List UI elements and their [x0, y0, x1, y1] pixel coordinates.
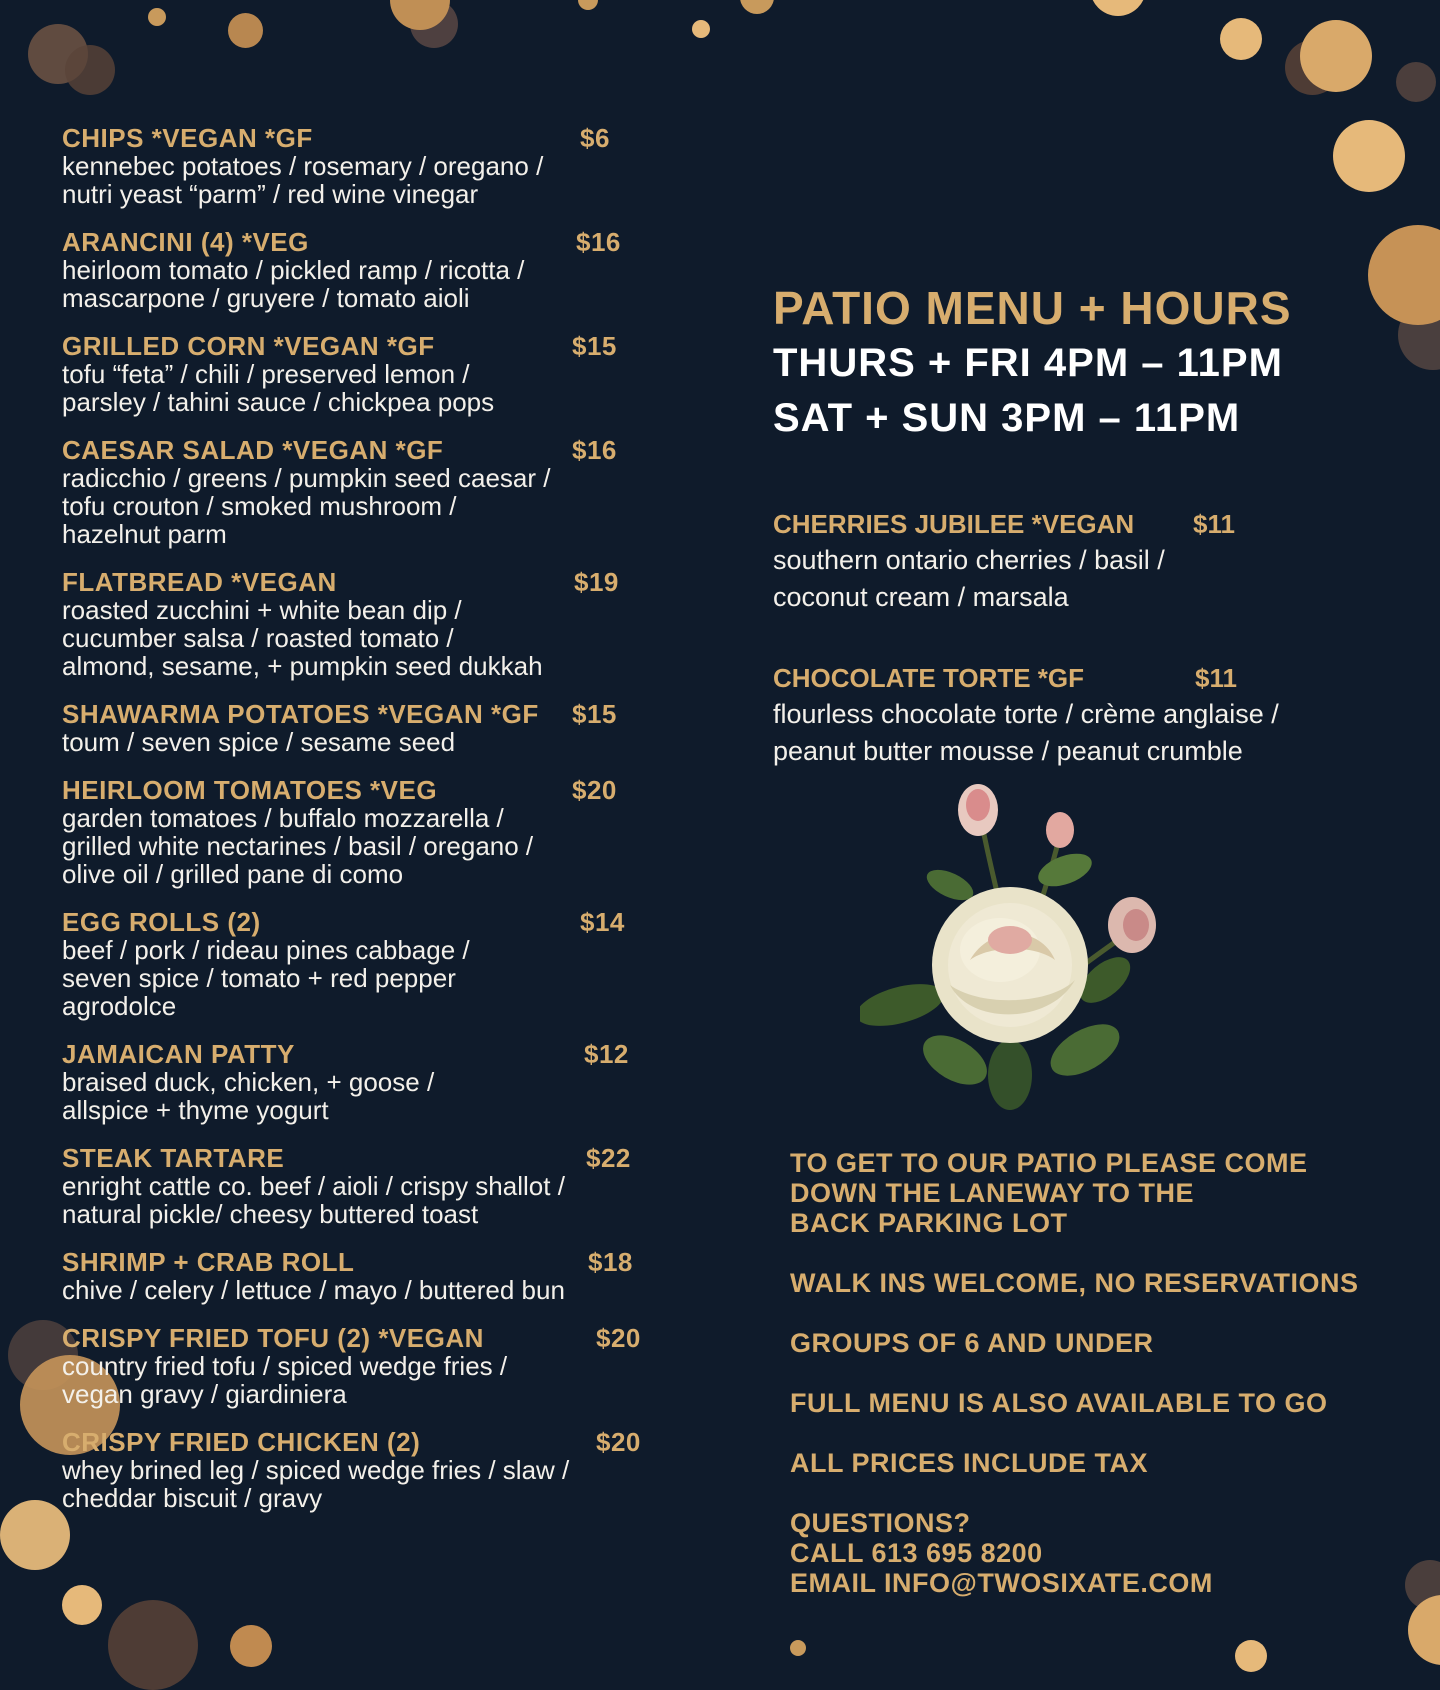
food-menu — [62, 124, 702, 1532]
item-price: $20 — [572, 775, 617, 805]
item-desc-line: toum / seven spice / sesame seed — [62, 727, 456, 757]
item-desc-line: nutri yeast “parm” / red wine vinegar — [62, 179, 479, 209]
menu-item — [62, 908, 702, 1020]
rose-bloom — [932, 887, 1088, 1043]
confetti-dot — [230, 1625, 272, 1667]
confetti-dot — [1396, 62, 1436, 102]
group-size-note: GROUPS OF 6 AND UNDER — [790, 1328, 1154, 1358]
item-desc-line: whey brined leg / spiced wedge fries / slaw / — [62, 1455, 570, 1485]
item-name: CAESAR SALAD *VEGAN *GF — [62, 435, 444, 465]
item-desc-line: mascarpone / gruyere / tomato aioli — [62, 283, 470, 313]
menu-item — [62, 1248, 702, 1304]
dessert-price: $11 — [1195, 663, 1237, 693]
item-price: $14 — [580, 907, 625, 937]
item-name: CHIPS *VEGAN *GF — [62, 123, 313, 153]
dessert-desc-line: coconut cream / marsala — [773, 582, 1069, 612]
confetti-dot — [62, 1585, 102, 1625]
menu-item — [62, 776, 702, 888]
dessert-item — [773, 660, 1413, 770]
item-name: SHAWARMA POTATOES *VEGAN *GF — [62, 699, 539, 729]
menu-item — [62, 1428, 702, 1512]
item-desc-line: chive / celery / lettuce / mayo / buttered bun — [62, 1275, 565, 1305]
questions-label: QUESTIONS? — [790, 1508, 971, 1538]
item-name: CRISPY FRIED CHICKEN (2) — [62, 1427, 421, 1457]
patio-info — [790, 1148, 1410, 1628]
dessert-name: CHOCOLATE TORTE *GF — [773, 663, 1085, 693]
contact-block — [790, 1508, 1410, 1598]
hours-sat-sun: SAT + SUN 3PM – 11PM — [773, 396, 1241, 440]
confetti-dot — [1090, 0, 1146, 16]
item-name: STEAK TARTARE — [62, 1143, 285, 1173]
item-name: HEIRLOOM TOMATOES *VEG — [62, 775, 438, 805]
item-price: $16 — [572, 435, 617, 465]
hours-and-desserts — [773, 280, 1413, 770]
dessert-name: CHERRIES JUBILEE *VEGAN — [773, 509, 1135, 539]
item-desc-line: grilled white nectarines / basil / oregano / — [62, 831, 534, 861]
directions-block — [790, 1148, 1410, 1238]
item-name: FLATBREAD *VEGAN — [62, 567, 337, 597]
item-desc-line: tofu crouton / smoked mushroom / — [62, 491, 457, 521]
confetti-dot — [1408, 1595, 1440, 1665]
item-desc-line: vegan gravy / giardiniera — [62, 1379, 347, 1409]
email-address[interactable]: EMAIL INFO@TWOSIXATE.COM — [790, 1568, 1213, 1598]
directions-line: BACK PARKING LOT — [790, 1208, 1068, 1238]
confetti-dot — [692, 20, 710, 38]
patio-hours-title: PATIO MENU + HOURS — [773, 282, 1292, 334]
confetti-dot — [790, 1640, 806, 1656]
dessert-price: $11 — [1193, 509, 1235, 539]
item-desc-line: garden tomatoes / buffalo mozzarella / — [62, 803, 504, 833]
item-name: GRILLED CORN *VEGAN *GF — [62, 331, 435, 361]
dessert-item — [773, 506, 1413, 616]
item-desc-line: enright cattle co. beef / aioli / crispy shallot / — [62, 1171, 565, 1201]
item-desc-line: seven spice / tomato + red pepper — [62, 963, 456, 993]
item-desc-line: almond, sesame, + pumpkin seed dukkah — [62, 651, 543, 681]
item-desc-line: cheddar biscuit / gravy — [62, 1483, 323, 1513]
confetti-dot — [578, 0, 598, 10]
item-price: $19 — [574, 567, 619, 597]
confetti-dot — [0, 1500, 70, 1570]
item-desc-line: olive oil / grilled pane di como — [62, 859, 404, 889]
item-price: $20 — [596, 1323, 641, 1353]
item-desc-line: allspice + thyme yogurt — [62, 1095, 329, 1125]
item-desc-line: cucumber salsa / roasted tomato / — [62, 623, 454, 653]
item-desc-line: parsley / tahini sauce / chickpea pops — [62, 387, 495, 417]
item-desc-line: country fried tofu / spiced wedge fries / — [62, 1351, 508, 1381]
confetti-dot — [1220, 18, 1262, 60]
confetti-dot — [1235, 1640, 1267, 1672]
confetti-dot — [108, 1600, 198, 1690]
confetti-dot — [148, 8, 166, 26]
item-name: JAMAICAN PATTY — [62, 1039, 295, 1069]
item-price: $22 — [586, 1143, 631, 1173]
item-desc-line: heirloom tomato / pickled ramp / ricotta / — [62, 255, 525, 285]
item-desc-line: beef / pork / rideau pines cabbage / — [62, 935, 470, 965]
item-desc-line: agrodolce — [62, 991, 177, 1021]
item-desc-line: roasted zucchini + white bean dip / — [62, 595, 462, 625]
item-price: $16 — [576, 227, 621, 257]
phone-number[interactable]: CALL 613 695 8200 — [790, 1538, 1043, 1568]
to-go-note: FULL MENU IS ALSO AVAILABLE TO GO — [790, 1388, 1328, 1418]
item-price: $15 — [572, 331, 617, 361]
item-desc-line: braised duck, chicken, + goose / — [62, 1067, 435, 1097]
item-price: $18 — [588, 1247, 633, 1277]
item-desc-line: kennebec potatoes / rosemary / oregano / — [62, 151, 544, 181]
item-desc-line: hazelnut parm — [62, 519, 227, 549]
item-name: EGG ROLLS (2) — [62, 907, 261, 937]
item-price: $15 — [572, 699, 617, 729]
menu-item — [62, 436, 702, 548]
menu-item — [62, 228, 702, 312]
item-name: SHRIMP + CRAB ROLL — [62, 1247, 355, 1277]
item-desc-line: tofu “feta” / chili / preserved lemon / — [62, 359, 470, 389]
directions-line: TO GET TO OUR PATIO PLEASE COME — [790, 1148, 1308, 1178]
menu-item — [62, 568, 702, 680]
dessert-desc-line: flourless chocolate torte / crème anglaise / — [773, 699, 1279, 729]
menu-item — [62, 1324, 702, 1408]
menu-item — [62, 700, 702, 756]
tax-note: ALL PRICES INCLUDE TAX — [790, 1448, 1149, 1478]
hours-thurs-fri: THURS + FRI 4PM – 11PM — [773, 341, 1283, 385]
confetti-dot — [1300, 20, 1372, 92]
item-name: ARANCINI (4) *VEG — [62, 227, 309, 257]
directions-line: DOWN THE LANEWAY TO THE — [790, 1178, 1195, 1208]
item-name: CRISPY FRIED TOFU (2) *VEGAN — [62, 1323, 484, 1353]
confetti-dot — [228, 13, 263, 48]
menu-item — [62, 1040, 702, 1124]
item-desc-line: radicchio / greens / pumpkin seed caesar / — [62, 463, 551, 493]
menu-item — [62, 1144, 702, 1228]
item-price: $6 — [580, 123, 610, 153]
item-price: $20 — [596, 1427, 641, 1457]
item-price: $12 — [584, 1039, 629, 1069]
confetti-dot — [1333, 120, 1405, 192]
menu-item — [62, 332, 702, 416]
confetti-dot — [740, 0, 774, 14]
item-desc-line: natural pickle/ cheesy buttered toast — [62, 1199, 479, 1229]
walk-ins-note: WALK INS WELCOME, NO RESERVATIONS — [790, 1268, 1359, 1298]
menu-item — [62, 124, 702, 208]
rose-illustration — [860, 775, 1180, 1115]
dessert-desc-line: southern ontario cherries / basil / — [773, 545, 1165, 575]
dessert-desc-line: peanut butter mousse / peanut crumble — [773, 736, 1243, 766]
confetti-dot — [65, 45, 115, 95]
